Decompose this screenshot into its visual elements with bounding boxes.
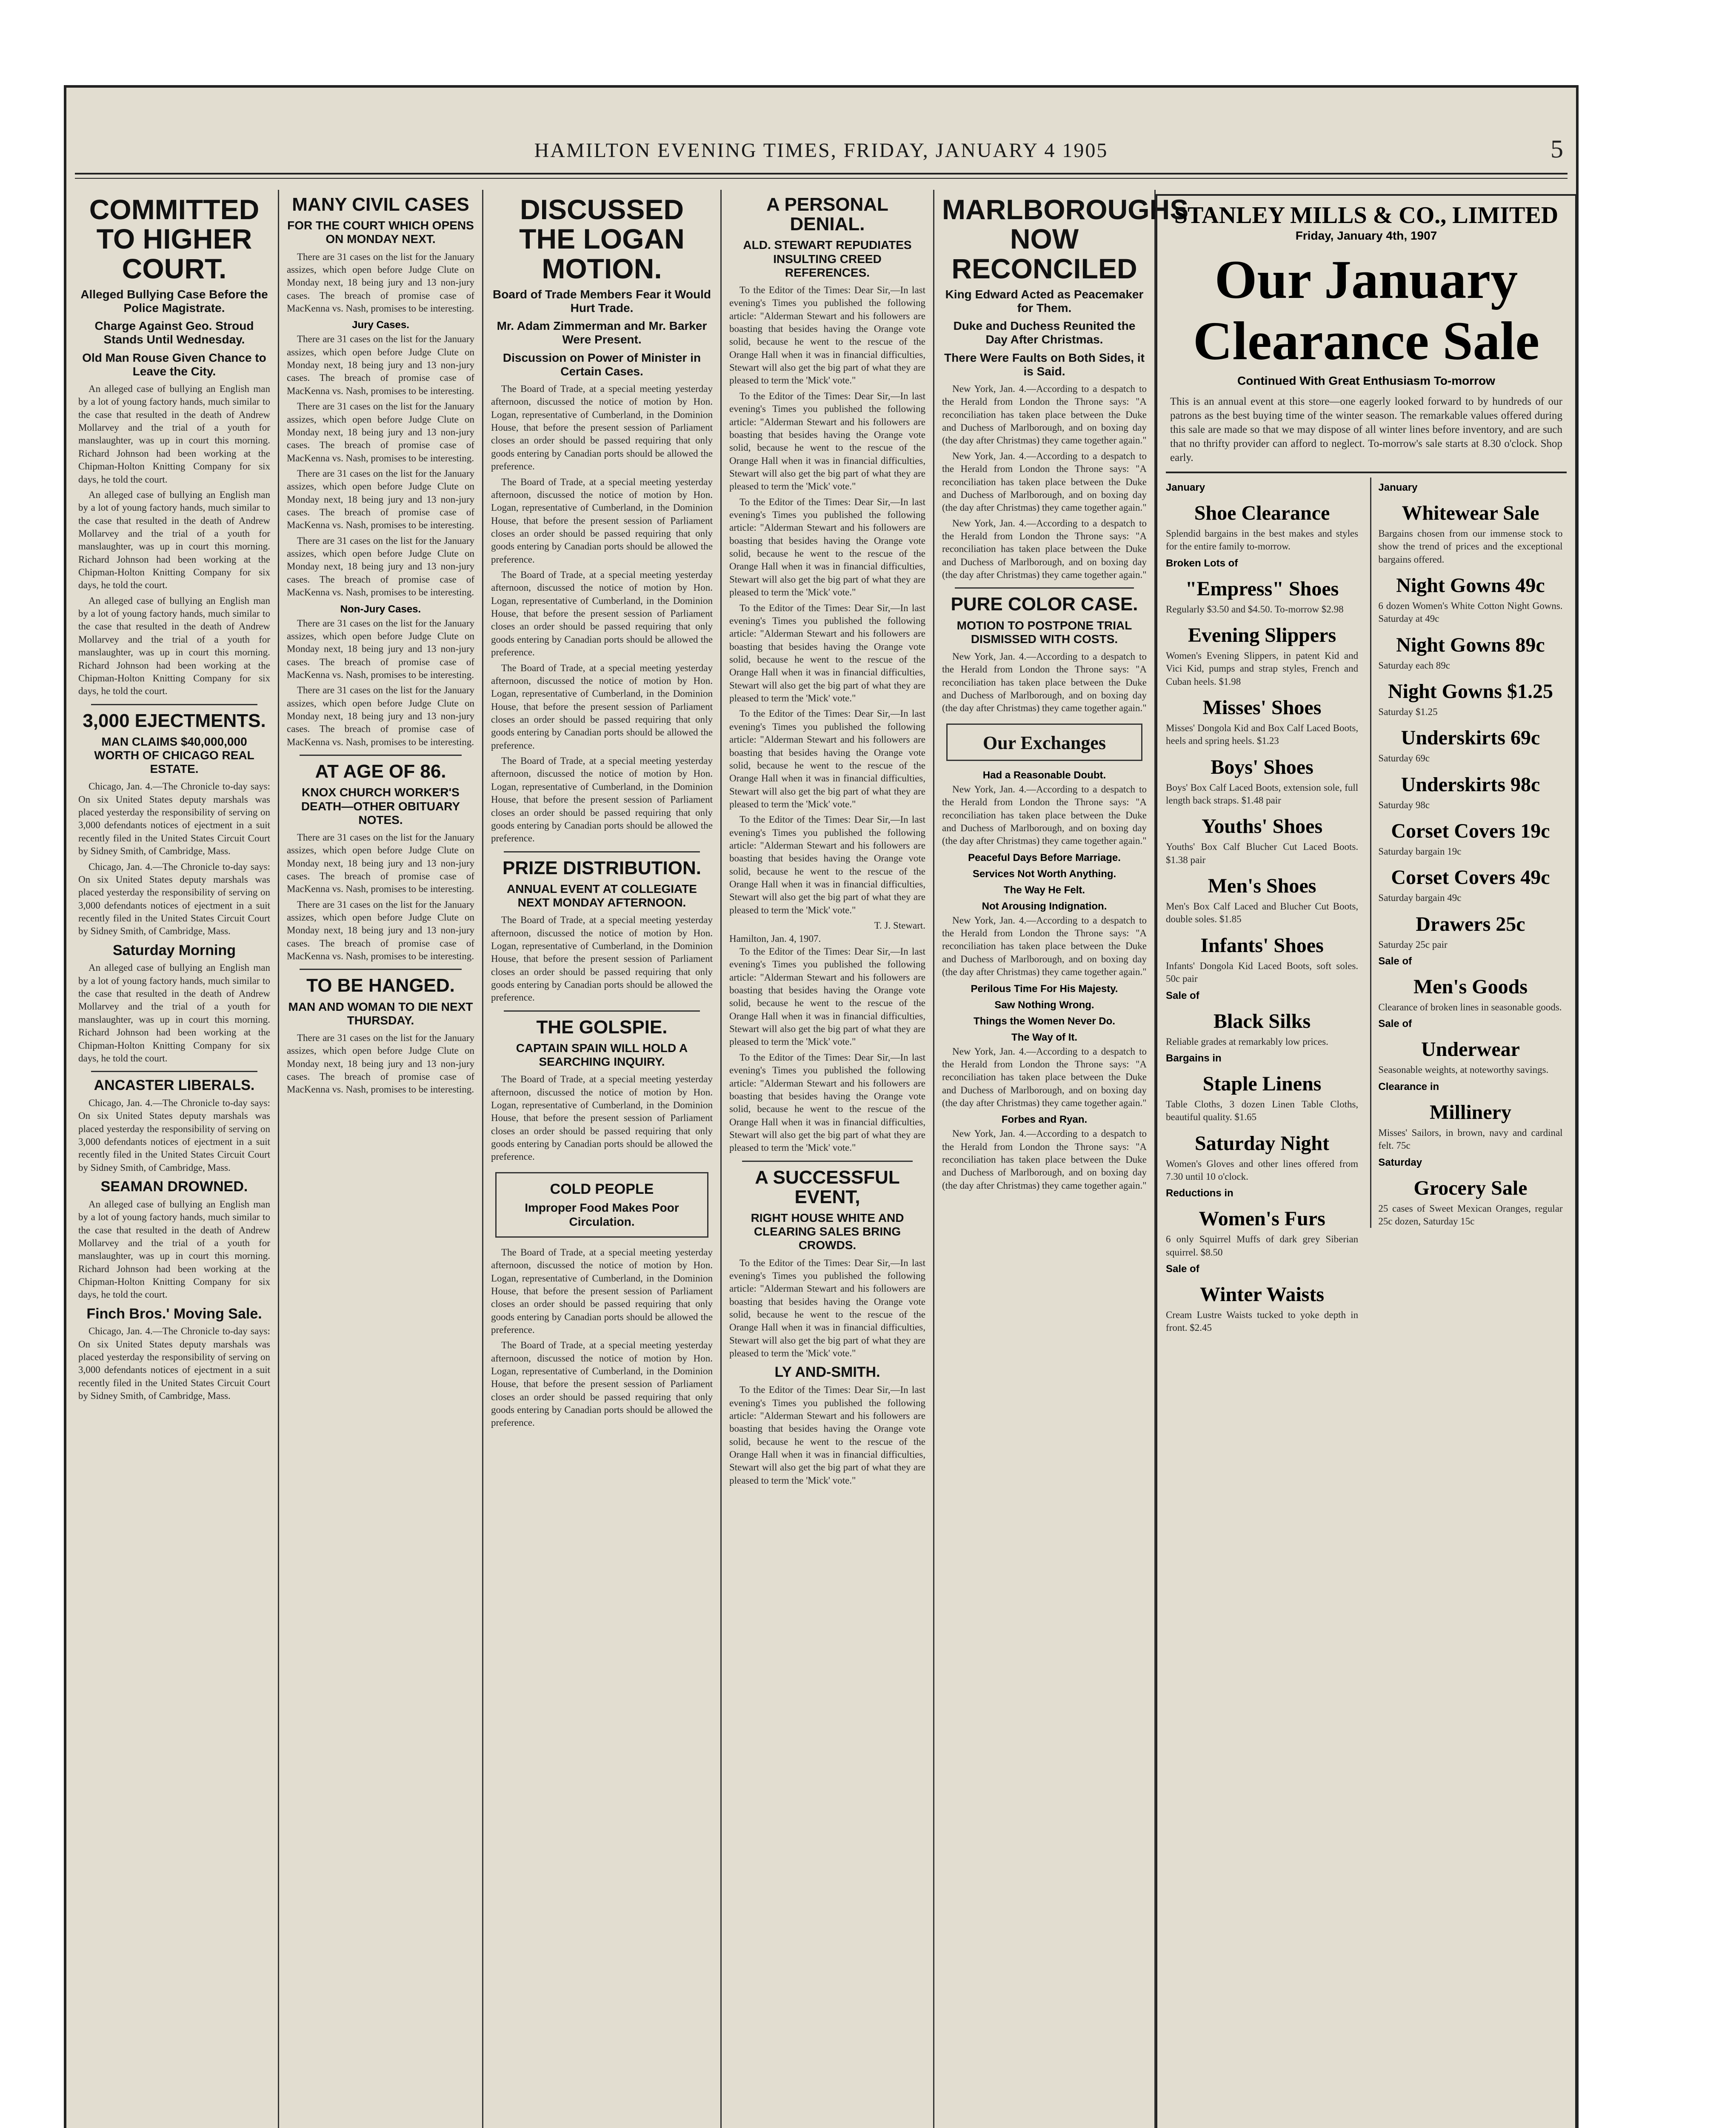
article-body: Chicago, Jan. 4.—The Chronicle to-day says: On six United States deputy marshals was placed yesterday the responsibility of serving on 3,000 defendants notices of ejectment in a suit recently filed in the United States Circuit Court by Sidney Smith, of Cambridge, Mass. — [78, 1326, 270, 1402]
deck: KNOX CHURCH WORKER'S DEATH—OTHER OBITUARY NOTES. — [301, 786, 460, 827]
headline-ancaster: ANCASTER LIBERALS. — [94, 1077, 255, 1094]
article-body: New York, Jan. 4.—According to a despatch to the Herald from London the Throne says: "A reconciliation has taken place between the Duke and Duchess of Marlborough, and on boxing day (the day after Christmas) they came together again." New York, Jan. 4.—According to a despatch to the Herald from London the Throne says: "A reconciliation has taken place between the Duke and Duchess of Marlborough, and on boxing day (the day after Christmas) they came together again." New York, Jan. 4.—According to a despatch to the Herald from London the Throne says: "A reconciliation has taken place between the Duke and Duchess of Marlborough, and on boxing day (the day after Christmas) they came together again." — [942, 383, 1147, 581]
article-body: New York, Jan. 4.—According to a despatch to the Herald from London the Throne says: "A reconciliation has taken place between the Duke and Duchess of Marlborough, and on boxing day (the day after Christmas) they came together again." — [942, 915, 1147, 978]
ad-section-heading: Staple Linens — [1202, 1072, 1322, 1095]
ad-section-text: Misses' Sailors, in brown, navy and cardinal felt. 75c — [1378, 1127, 1563, 1151]
article-body: The Board of Trade, at a special meeting yesterday afternoon, discussed the notice of motion by Hon. Logan, representative of Cumberland, in the Dominion House, that before the present session of Parliament closes an order should be passed requiring that only goods entering by Canadian ports should be allowed the preference. — [491, 915, 713, 1003]
ad-section-text: Cream Lustre Waists tucked to yoke depth in front. $2.45 — [1166, 1310, 1359, 1333]
article-body: New York, Jan. 4.—According to a despatch to the Herald from London the Throne says: "A reconciliation has taken place between the Duke and Duchess of Marlborough, and on boxing day (the day after Christmas) they came together again." — [942, 1128, 1147, 1191]
column-2 — [279, 190, 483, 2128]
deck: Charge Against Geo. Stroud Stands Until Wednesday. — [94, 319, 254, 346]
article-body: There are 31 cases on the list for the January assizes, which open before Judge Clute on Monday next, 18 being jury and 13 non-jury cases. The breach of promise case of MacKenna vs. Nash, promises to be interesting. There are 31 cases on the list for the January assizes, which open before Judge Clute on Monday next, 18 being jury and 13 non-jury cases. The breach of promise case of MacKenna vs. Nash, promises to be interesting. There are 31 cases on the list for the January assizes, which open before Judge Clute on Monday next, 18 being jury and 13 non-jury cases. The breach of promise case of MacKenna vs. Nash, promises to be interesting. There are 31 cases on the list for the January assizes, which open before Judge Clute on Monday next, 18 being jury and 13 non-jury cases. The breach of promise case of MacKenna vs. Nash, promises to be interesting. — [287, 334, 474, 598]
exchange-item: Services Not Worth Anything. — [972, 868, 1116, 880]
ad-section-text: Clearance of broken lines in seasonable goods. — [1378, 1002, 1562, 1013]
article-body: To the Editor of the Times: Dear Sir,—In last evening's Times you published the following article: "Alderman Stewart and his followers are boasting that besides having the Orange vote solid, because he went to the rescue of the Orange Hall when it was in financial difficulties, Stewart will also get the big part of what they are pleased to term the 'Mick' vote." To the Editor of the Times: Dear Sir,—In last evening's Times you published the following article: "Alderman Stewart and his followers are boasting that besides having the Orange vote solid, because he went to the rescue of the Orange Hall when it was in financial difficulties, Stewart will also get the big part of what they are pleased to term the 'Mick' vote." To the Editor of the Times: Dear Sir,—In last evening's Times you published the following article: "Alderman Stewart and his followers are boasting that besides having the Orange vote solid, because he went to the rescue of the Orange Hall when it was in financial difficulties, Stewart will also get the big part of what they are pleased to term the 'Mick' vote." To the Editor of the Times: Dear Sir,—In last evening's Times you published the following article: "Alderman Stewart and his followers are boasting that besides having the Orange vote solid, because he went to the rescue of the Orange Hall when it was in financial difficulties, Stewart will also get the big part of what they are pleased to term the 'Mick' vote." To the Editor of the Times: Dear Sir,—In last evening's Times you published the following article: "Alderman Stewart and his followers are boasting that besides having the Orange vote solid, because he went to the rescue of the Orange Hall when it was in financial difficulties, Stewart will also get the big part of what they are pleased to term the 'Mick' vote." To the Editor of the Times: Dear Sir,—In last evening's Times you published the following article: "Alderman Stewart and his followers are boasting that besides having the Orange vote solid, because he went to the rescue of the Orange Hall when it was in financial difficulties, Stewart will also get the big part of what they are pleased to term the 'Mick' vote." — [729, 284, 925, 915]
ad-section-heading: Evening Slippers — [1188, 624, 1336, 646]
headline-marlboroughs: MARLBOROUGHS NOW RECONCILED — [942, 194, 1189, 284]
headline-ejectments: 3,000 EJECTMENTS. — [83, 710, 266, 731]
ad-section — [1166, 934, 1358, 986]
exchange-item: The Way He Felt. — [1003, 884, 1085, 896]
headline-ly-and-smith: LY AND-SMITH. — [774, 1364, 880, 1381]
ad-section — [1166, 482, 1358, 553]
ad-section — [1166, 1263, 1358, 1335]
column-1 — [71, 190, 279, 2128]
article-body: An alleged case of bullying an English man by a lot of young factory hands, much similar to the case that resulted in the death of Andrew Mollarvey and the trial of a youth for manslaughter, was up in court this morning. Richard Johnson had been working at the Chipman-Holton Knitting Company for six days, he told the court. — [78, 1198, 270, 1300]
ad-title-line1: Our January — [1214, 249, 1518, 310]
ad-section-text: Saturday bargain 49c — [1378, 892, 1462, 904]
deck: CAPTAIN SPAIN WILL HOLD A SEARCHING INQUIRY. — [516, 1041, 688, 1069]
ad-section-heading: Black Silks — [1213, 1010, 1311, 1033]
deck: Old Man Rouse Given Chance to Leave the City. — [82, 351, 266, 378]
ad-date: Friday, January 4th, 1907 — [1295, 229, 1437, 242]
ad-section — [1166, 696, 1358, 748]
ad-section-heading: Grocery Sale — [1413, 1176, 1528, 1199]
ad-section-text: Saturday $1.25 — [1378, 706, 1438, 717]
ad-section-prefix: Sale of — [1166, 1263, 1199, 1275]
deck: Alleged Bullying Case Before the Police Magistrate. — [80, 287, 268, 315]
ad-section-heading: Underskirts 69c — [1401, 726, 1540, 749]
article-body: There are 31 cases on the list for the January assizes, which open before Judge Clute on Monday next, 18 being jury and 13 non-jury cases. The breach of promise case of MacKenna vs. Nash, promises to be interesting. — [287, 251, 474, 314]
deck: Mr. Adam Zimmerman and Mr. Barker Were Present. — [497, 319, 707, 346]
ad-section-text: Infants' Dongola Kid Laced Boots, soft soles. 50c pair — [1166, 960, 1359, 984]
subhead-jury: Jury Cases. — [352, 319, 409, 331]
ad-section — [1378, 912, 1562, 951]
ad-section — [1166, 558, 1358, 616]
headline-golspie: THE GOLSPIE. — [536, 1016, 668, 1038]
headline-hanged: TO BE HANGED. — [306, 975, 455, 996]
ad-section — [1166, 1132, 1358, 1184]
ad-section — [1378, 773, 1562, 812]
divider — [300, 755, 462, 756]
ad-section — [1378, 726, 1562, 765]
ad-section — [1378, 1157, 1562, 1228]
ad-section-text: Saturday each 89c — [1378, 660, 1450, 671]
ad-intro: This is an annual event at this store—one eagerly looked forward to by hundreds of our patrons as the best buying time of the winter season. The remarkable values offered during this sale are made so that we may dispose of all winter lines before inventory, and are such that no thrifty provider can afford to neglect. To-morrow's sale starts at 8.30 o'clock. Shop early. — [1170, 395, 1562, 463]
stanley-mills-ad — [1156, 194, 1577, 2128]
ad-section-text: Youths' Box Calf Blucher Cut Laced Boots. $1.38 pair — [1166, 841, 1359, 865]
headline-finch: Finch Bros.' Moving Sale. — [86, 1305, 262, 1322]
ad-section-text: Men's Box Calf Laced and Blucher Cut Boots, double soles. $1.85 — [1166, 901, 1359, 925]
exchanges-box — [946, 724, 1142, 761]
ad-section-heading: Infants' Shoes — [1200, 934, 1324, 957]
ad-section-prefix: Clearance in — [1378, 1081, 1439, 1093]
newspaper-page — [64, 85, 1579, 2128]
ad-section — [1166, 624, 1358, 688]
article-body: The Board of Trade, at a special meeting yesterday afternoon, discussed the notice of motion by Hon. Logan, representative of Cumberland, in the Dominion House, that before the present session of Parliament closes an order should be passed requiring that only goods entering by Canadian ports should be allowed the preference. The Board of Trade, at a special meeting yesterday afternoon, discussed the notice of motion by Hon. Logan, representative of Cumberland, in the Dominion House, that before the present session of Parliament closes an order should be passed requiring that only goods entering by Canadian ports should be allowed the preference. — [491, 1247, 713, 1428]
article-body: To the Editor of the Times: Dear Sir,—In last evening's Times you published the following article: "Alderman Stewart and his followers are boasting that besides having the Orange vote solid, because he went to the rescue of the Orange Hall when it was in financial difficulties, Stewart will also get the big part of what they are pleased to term the 'Mick' vote." — [729, 1257, 925, 1359]
article-body: There are 31 cases on the list for the January assizes, which open before Judge Clute on Monday next, 18 being jury and 13 non-jury cases. The breach of promise case of MacKenna vs. Nash, promises to be interesting. There are 31 cases on the list for the January assizes, which open before Judge Clute on Monday next, 18 being jury and 13 non-jury cases. The breach of promise case of MacKenna vs. Nash, promises to be interesting. — [287, 832, 474, 962]
headline-civil-cases: MANY CIVIL CASES — [292, 194, 469, 215]
ad-company: STANLEY MILLS & CO., LIMITED — [1174, 202, 1559, 229]
headline-exchanges: Our Exchanges — [983, 732, 1106, 753]
article-body: New York, Jan. 4.—According to a despatch to the Herald from London the Throne says: "A reconciliation has taken place between the Duke and Duchess of Marlborough, and on boxing day (the day after Christmas) they came together again." — [942, 784, 1147, 847]
ad-section-text: Boys' Box Calf Laced Boots, extension sole, full length back straps. $1.48 pair — [1166, 782, 1359, 806]
ad-section — [1378, 819, 1562, 858]
ad-section-heading: Drawers 25c — [1416, 912, 1525, 935]
headline-prize: PRIZE DISTRIBUTION. — [503, 857, 701, 878]
ad-section-prefix: Bargains in — [1166, 1052, 1222, 1064]
ad-section-text: 6 dozen Women's White Cotton Night Gowns. Saturday at 49c — [1378, 600, 1563, 624]
article-body: The Board of Trade, at a special meeting yesterday afternoon, discussed the notice of motion by Hon. Logan, representative of Cumberland, in the Dominion House, that before the present session of Parliament closes an order should be passed requiring that only goods entering by Canadian ports should be allowed the preference. — [491, 1074, 713, 1162]
deck: Improper Food Makes Poor Circulation. — [525, 1201, 679, 1228]
deck: ALD. STEWART REPUDIATES INSULTING CREED REFERENCES. — [743, 238, 912, 279]
ad-section-prefix: Sale of — [1166, 990, 1199, 1001]
divider — [300, 969, 462, 970]
masthead-rule — [75, 173, 1568, 179]
ad-section-text: Table Cloths, 3 dozen Linen Table Cloths, beautiful quality. $1.65 — [1166, 1098, 1359, 1123]
deck: ANNUAL EVENT AT COLLEGIATE NEXT MONDAY AFTERNOON. — [507, 882, 697, 909]
ad-section-text: Saturday 98c — [1378, 799, 1430, 810]
ad-section-heading: Men's Shoes — [1208, 875, 1316, 898]
deck: Duke and Duchess Reunited the Day After Christmas. — [953, 319, 1136, 346]
ad-section-prefix: January — [1378, 481, 1418, 493]
ad-section-text: Women's Evening Slippers, in patent Kid and Vici Kid, pumps and strap styles, French and Cuban heels. $1.98 — [1166, 650, 1359, 687]
ad-section-prefix: Sale of — [1378, 1018, 1412, 1030]
ad-section — [1378, 955, 1562, 1014]
headline-successful-event: A SUCCESSFUL EVENT, — [755, 1167, 900, 1207]
exchange-item: Things the Women Never Do. — [974, 1015, 1115, 1027]
ad-section-heading: Underskirts 98c — [1401, 773, 1540, 796]
ad-section — [1378, 866, 1562, 904]
ad-section-text: Misses' Dongola Kid and Box Calf Laced Boots, heels and spring heels. $1.23 — [1166, 722, 1359, 747]
ad-section — [1378, 574, 1562, 626]
exchange-item: Forbes and Ryan. — [1001, 1114, 1088, 1126]
ad-section-prefix: Saturday — [1378, 1156, 1422, 1168]
ad-section-heading: Winter Waists — [1200, 1283, 1325, 1306]
deck: Board of Trade Members Fear it Would Hurt Trade. — [493, 287, 711, 315]
headline-age-86: AT AGE OF 86. — [315, 761, 446, 782]
ad-section-heading: "Empress" Shoes — [1185, 577, 1339, 600]
article-body: An alleged case of bullying an English man by a lot of young factory hands, much similar to the case that resulted in the death of Andrew Mollarvey and the trial of a youth for manslaughter, was up in court this morning. Richard Johnson had been working at the Chipman-Holton Knitting Company for six days, he told the court. An alleged case of bullying an English man by a lot of young factory hands, much similar to the case that resulted in the death of Andrew Mollarvey and the trial of a youth for manslaughter, was up in court this morning. Richard Johnson had been working at the Chipman-Holton Knitting Company for six days, he told the court. An alleged case of bullying an English man by a lot of young factory hands, much similar to the case that resulted in the death of Andrew Mollarvey and the trial of a youth for manslaughter, was up in court this morning. Richard Johnson had been working at the Chipman-Holton Knitting Company for six days, he told the court. — [78, 383, 270, 697]
ad-section — [1378, 633, 1562, 672]
headline-seaman: SEAMAN DROWNED. — [100, 1178, 248, 1195]
deck: King Edward Acted as Peacemaker for Them. — [945, 287, 1144, 315]
deck: FOR THE COURT WHICH OPENS ON MONDAY NEXT. — [287, 219, 474, 246]
ad-rule — [1166, 472, 1567, 473]
column-3 — [483, 190, 722, 2128]
divider — [504, 851, 700, 852]
ad-section — [1378, 482, 1562, 566]
ad-columns — [1166, 478, 1567, 2128]
signature: T. J. Stewart. — [874, 920, 925, 931]
deck: MAN CLAIMS $40,000,000 WORTH OF CHICAGO REAL ESTATE. — [94, 735, 254, 776]
deck: Discussion on Power of Minister in Certain Cases. — [503, 351, 701, 378]
headline-committed: COMMITTED TO HIGHER COURT. — [89, 194, 260, 284]
ad-section-prefix: Reductions in — [1166, 1187, 1233, 1199]
article-body: New York, Jan. 4.—According to a despatch to the Herald from London the Throne says: "A reconciliation has taken place between the Duke and Duchess of Marlborough, and on boxing day (the day after Christmas) they came together again." — [942, 651, 1147, 714]
deck: RIGHT HOUSE WHITE AND CLEARING SALES BRING CROWDS. — [751, 1211, 904, 1252]
headline-cold-people: COLD PEOPLE — [550, 1181, 654, 1197]
ad-section — [1378, 680, 1562, 718]
ad-section-heading: Misses' Shoes — [1202, 696, 1322, 719]
ad-section-heading: Night Gowns 89c — [1396, 633, 1545, 656]
ad-section-text: 25 cases of Sweet Mexican Oranges, regular 25c dozen, Saturday 15c — [1378, 1203, 1563, 1227]
exchange-item: Perilous Time For His Majesty. — [971, 983, 1118, 995]
ad-section-prefix: Broken Lots of — [1166, 557, 1238, 569]
ad-section — [1378, 1081, 1562, 1153]
ad-right-column — [1370, 478, 1562, 1228]
cold-people-box — [495, 1172, 708, 1238]
divider — [742, 1161, 913, 1162]
ad-section-heading: Underwear — [1421, 1038, 1520, 1061]
ad-section — [1166, 1187, 1358, 1259]
exchange-item: Saw Nothing Wrong. — [994, 999, 1094, 1011]
column-4 — [722, 190, 934, 2128]
deck: MOTION TO POSTPONE TRIAL DISMISSED WITH COSTS. — [957, 618, 1132, 646]
ad-section — [1166, 874, 1358, 926]
exchange-item: Peaceful Days Before Marriage. — [968, 852, 1121, 864]
ad-section-prefix: January — [1166, 481, 1205, 493]
headline-saturday-morning: Saturday Morning — [112, 942, 236, 958]
article-body: To the Editor of the Times: Dear Sir,—In last evening's Times you published the following article: "Alderman Stewart and his followers are boasting that besides having the Orange vote solid, because he went to the rescue of the Orange Hall when it was in financial difficulties, Stewart will also get the big part of what they are pleased to term the 'Mick' vote." — [729, 1384, 925, 1486]
headline-logan: DISCUSSED THE LOGAN MOTION. — [519, 194, 685, 284]
article-body: To the Editor of the Times: Dear Sir,—In last evening's Times you published the following article: "Alderman Stewart and his followers are boasting that besides having the Orange vote solid, because he went to the rescue of the Orange Hall when it was in financial difficulties, Stewart will also get the big part of what they are pleased to term the 'Mick' vote." To the Editor of the Times: Dear Sir,—In last evening's Times you published the following article: "Alderman Stewart and his followers are boasting that besides having the Orange vote solid, because he went to the rescue of the Orange Hall when it was in financial difficulties, Stewart will also get the big part of what they are pleased to term the 'Mick' vote." — [729, 946, 925, 1153]
ad-section-heading: Men's Goods — [1413, 975, 1528, 998]
ad-left-column — [1166, 478, 1358, 1335]
article-body: There are 31 cases on the list for the January assizes, which open before Judge Clute on Monday next, 18 being jury and 13 non-jury cases. The breach of promise case of MacKenna vs. Nash, promises to be interesting. There are 31 cases on the list for the January assizes, which open before Judge Clute on Monday next, 18 being jury and 13 non-jury cases. The breach of promise case of MacKenna vs. Nash, promises to be interesting. — [287, 618, 474, 747]
article-body: New York, Jan. 4.—According to a despatch to the Herald from London the Throne says: "A reconciliation has taken place between the Duke and Duchess of Marlborough, and on boxing day (the day after Christmas) they came together again." — [942, 1046, 1147, 1108]
exchange-item: Not Arousing Indignation. — [982, 900, 1107, 912]
ad-section-heading: Night Gowns $1.25 — [1388, 680, 1553, 703]
ad-section-text: Regularly $3.50 and $4.50. To-morrow $2.98 — [1166, 604, 1344, 615]
ad-section-text: Splendid bargains in the best makes and styles for the entire family to-morrow. — [1166, 528, 1359, 552]
page-number: 5 — [1550, 135, 1563, 163]
ad-section-heading: Boys' Shoes — [1211, 755, 1313, 778]
ad-section-heading: Women's Furs — [1199, 1207, 1325, 1230]
ad-section-heading: Shoe Clearance — [1194, 501, 1330, 524]
ad-section — [1166, 755, 1358, 807]
article-body: The Board of Trade, at a special meeting yesterday afternoon, discussed the notice of motion by Hon. Logan, representative of Cumberland, in the Dominion House, that before the present session of Parliament closes an order should be passed requiring that only goods entering by Canadian ports should be allowed the preference. The Board of Trade, at a special meeting yesterday afternoon, discussed the notice of motion by Hon. Logan, representative of Cumberland, in the Dominion House, that before the present session of Parliament closes an order should be passed requiring that only goods entering by Canadian ports should be allowed the preference. The Board of Trade, at a special meeting yesterday afternoon, discussed the notice of motion by Hon. Logan, representative of Cumberland, in the Dominion House, that before the present session of Parliament closes an order should be passed requiring that only goods entering by Canadian ports should be allowed the preference. The Board of Trade, at a special meeting yesterday afternoon, discussed the notice of motion by Hon. Logan, representative of Cumberland, in the Dominion House, that before the present session of Parliament closes an order should be passed requiring that only goods entering by Canadian ports should be allowed the preference. The Board of Trade, at a special meeting yesterday afternoon, discussed the notice of motion by Hon. Logan, representative of Cumberland, in the Dominion House, that before the present session of Parliament closes an order should be passed requiring that only goods entering by Canadian ports should be allowed the preference. — [491, 383, 713, 844]
ad-section-heading: Whitewear Sale — [1402, 501, 1539, 524]
ad-section-text: Saturday 25c pair — [1378, 939, 1448, 950]
ad-section-heading: Corset Covers 49c — [1391, 866, 1550, 889]
exchange-item: The Way of It. — [1011, 1031, 1078, 1043]
ad-section-text: Saturday 69c — [1378, 753, 1430, 764]
divider — [955, 587, 1134, 589]
ad-subtitle: Continued With Great Enthusiasm To-morrow — [1237, 374, 1495, 387]
divider — [91, 704, 257, 705]
ad-section-prefix: Sale of — [1378, 955, 1412, 967]
article-body: There are 31 cases on the list for the January assizes, which open before Judge Clute on Monday next, 18 being jury and 13 non-jury cases. The breach of promise case of MacKenna vs. Nash, promises to be interesting. — [287, 1033, 474, 1095]
article-body: An alleged case of bullying an English man by a lot of young factory hands, much similar to the case that resulted in the death of Andrew Mollarvey and the trial of a youth for manslaughter, was up in court this morning. Richard Johnson had been working at the Chipman-Holton Knitting Company for six days, he told the court. — [78, 962, 270, 1064]
article-body: Chicago, Jan. 4.—The Chronicle to-day says: On six United States deputy marshals was placed yesterday the responsibility of serving on 3,000 defendants notices of ejectment in a suit recently filed in the United States Circuit Court by Sidney Smith, of Cambridge, Mass. — [78, 1097, 270, 1173]
ad-section — [1166, 815, 1358, 867]
ad-section-heading: Millinery — [1430, 1101, 1511, 1124]
ad-title-line2: Clearance Sale — [1193, 311, 1539, 372]
ad-section-text: Reliable grades at remarkably low prices. — [1166, 1036, 1328, 1047]
ad-section-text: Women's Gloves and other lines offered from 7.30 until 10 o'clock. — [1166, 1158, 1359, 1182]
divider — [91, 1071, 257, 1072]
ad-section-heading: Corset Covers 19c — [1391, 820, 1550, 843]
ad-section-text: Bargains chosen from our immense stock to show the trend of prices and the exceptional bargains offered. — [1378, 528, 1563, 565]
headline-pure-color: PURE COLOR CASE. — [951, 594, 1138, 615]
ad-section-text: Saturday bargain 19c — [1378, 846, 1462, 857]
exchange-item: Had a Reasonable Doubt. — [982, 769, 1106, 781]
article-body: Chicago, Jan. 4.—The Chronicle to-day says: On six United States deputy marshals was placed yesterday the responsibility of serving on 3,000 defendants notices of ejectment in a suit recently filed in the United States Circuit Court by Sidney Smith, of Cambridge, Mass. Chicago, Jan. 4.—The Chronicle to-day says: On six United States deputy marshals was placed yesterday the responsibility of serving on 3,000 defendants notices of ejectment in a suit recently filed in the United States Circuit Court by Sidney Smith, of Cambridge, Mass. — [78, 781, 270, 937]
ad-section-heading: Youths' Shoes — [1202, 815, 1323, 838]
ad-section-text: 6 only Squirrel Muffs of dark grey Siberian squirrel. $8.50 — [1166, 1234, 1359, 1258]
ad-section — [1378, 1018, 1562, 1076]
deck: There Were Faults on Both Sides, it is Said. — [944, 351, 1145, 378]
deck: MAN AND WOMAN TO DIE NEXT THURSDAY. — [288, 1000, 473, 1027]
ad-section — [1166, 1053, 1358, 1124]
ad-section-heading: Night Gowns 49c — [1396, 574, 1545, 597]
ad-section — [1166, 990, 1358, 1048]
headline-personal-denial: A PERSONAL DENIAL. — [766, 194, 888, 235]
divider — [504, 1010, 700, 1012]
ad-section-text: Seasonable weights, at noteworthy savings. — [1378, 1064, 1549, 1075]
dateline: Hamilton, Jan. 4, 1907. — [729, 933, 821, 944]
masthead: HAMILTON EVENING TIMES, FRIDAY, JANUARY 4 1905 — [534, 139, 1108, 162]
ad-section-heading: Saturday Night — [1195, 1132, 1330, 1155]
subhead-non-jury: Non-Jury Cases. — [340, 603, 421, 615]
